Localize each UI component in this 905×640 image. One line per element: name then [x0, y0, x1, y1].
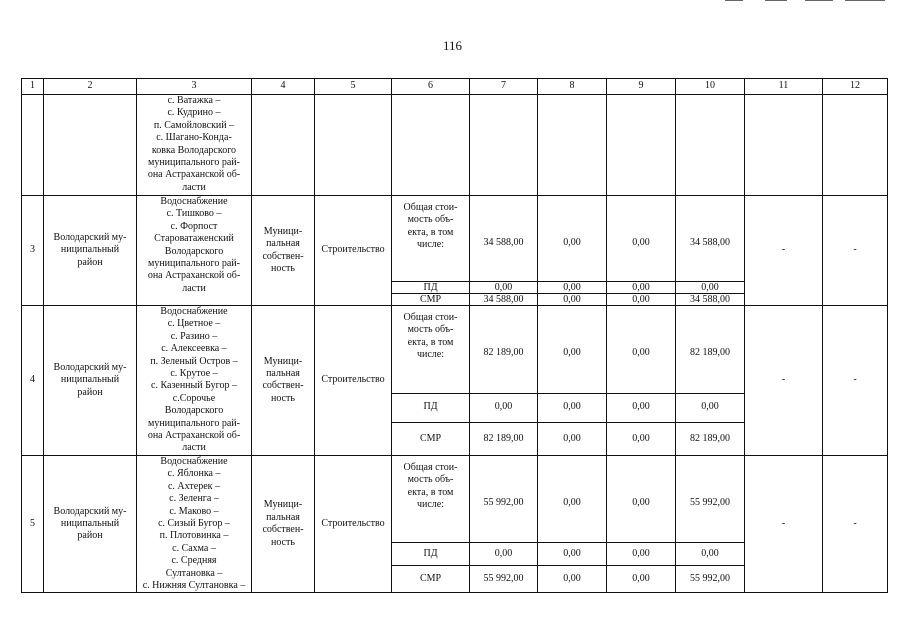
- smr-value: 0,00: [538, 422, 607, 455]
- text-line: числе:: [416, 349, 445, 361]
- col11-value: -: [745, 306, 823, 456]
- text-line: муниципального рай-: [148, 157, 240, 169]
- pd-label: ПД: [392, 393, 470, 422]
- pd-value: 0,00: [676, 543, 745, 565]
- total-value: 0,00: [607, 306, 676, 394]
- col11-value: -: [745, 455, 823, 592]
- text-line: Володарского: [164, 245, 224, 257]
- smr-value: 0,00: [607, 294, 676, 306]
- text-line: мость объ-: [407, 474, 454, 486]
- total-value: 34 588,00: [676, 196, 745, 282]
- text-line: Водоснабжение: [160, 455, 228, 467]
- text-line: п. Самойловский –: [153, 119, 235, 131]
- header-row: [22, 79, 888, 95]
- ownership: [252, 455, 315, 592]
- table-row: [22, 196, 888, 282]
- ownership: [252, 306, 315, 456]
- text-line: с. Тишково –: [166, 208, 222, 220]
- smr-value: 34 588,00: [676, 294, 745, 306]
- text-line: екта, в том: [407, 486, 454, 498]
- text-line: с. Зеленга –: [169, 493, 219, 505]
- header-cell: 10: [676, 79, 745, 95]
- header-cell: 2: [44, 79, 137, 95]
- text-line: екта, в том: [407, 336, 454, 348]
- table-cell: [538, 95, 607, 196]
- pd-label: ПД: [392, 282, 470, 294]
- text-line: ласти: [182, 282, 206, 294]
- work-type: Строительство: [315, 196, 392, 306]
- object-description: [137, 95, 252, 196]
- pd-value: 0,00: [676, 393, 745, 422]
- text-line: екта, в том: [407, 226, 454, 238]
- text-line: ность: [271, 536, 295, 548]
- text-line: Муници-: [263, 225, 303, 237]
- text-line: ниципальный: [60, 374, 120, 386]
- smr-label: СМР: [392, 422, 470, 455]
- smr-value: 0,00: [607, 565, 676, 593]
- table-cell: [44, 95, 137, 196]
- text-line: мость объ-: [407, 214, 454, 226]
- table-row: [22, 455, 888, 543]
- text-line: собствен-: [262, 250, 304, 262]
- text-line: ласти: [182, 181, 206, 193]
- text-line: с. Сизый Бугор –: [158, 517, 230, 529]
- row-number: 4: [22, 306, 44, 456]
- ownership: [252, 196, 315, 306]
- text-line: Муници-: [263, 499, 303, 511]
- table-cell: [470, 95, 538, 196]
- text-line: Володарский му-: [53, 361, 127, 373]
- header-cell: 3: [137, 79, 252, 95]
- pd-value: 0,00: [538, 543, 607, 565]
- text-line: пальная: [266, 368, 300, 380]
- page-number: 116: [442, 38, 463, 53]
- total-cost-label: [392, 306, 470, 394]
- total-value: 0,00: [607, 455, 676, 543]
- text-line: она Астраханской об-: [147, 430, 241, 442]
- col12-value: -: [823, 196, 888, 306]
- text-line: мость объ-: [407, 324, 454, 336]
- row-number: 5: [22, 455, 44, 592]
- continuation-row: [22, 95, 888, 196]
- header-cell: 9: [607, 79, 676, 95]
- text-line: с. Шагано-Конда-: [156, 132, 232, 144]
- total-value: 0,00: [538, 455, 607, 543]
- text-line: с. Казенный Бугор –: [151, 380, 237, 392]
- work-type: Строительство: [315, 455, 392, 592]
- text-line: с. Кудрино –: [167, 107, 221, 119]
- text-line: ниципальный: [60, 517, 120, 529]
- total-value: 55 992,00: [676, 455, 745, 543]
- work-type: Строительство: [315, 306, 392, 456]
- smr-value: 55 992,00: [676, 565, 745, 593]
- smr-label: СМР: [392, 565, 470, 593]
- header-cell: 6: [392, 79, 470, 95]
- pd-value: 0,00: [607, 282, 676, 294]
- text-line: Общая стои-: [403, 202, 458, 213]
- text-line: с. Ахтерек –: [167, 480, 221, 492]
- text-line: Водоснабжение: [160, 306, 228, 317]
- text-line: с. Цветное –: [167, 318, 221, 330]
- pd-value: 0,00: [607, 543, 676, 565]
- pd-label: ПД: [392, 543, 470, 565]
- header-cell: 1: [22, 79, 44, 95]
- text-line: Водоснабжение: [160, 196, 228, 207]
- text-line: с. Алексеевка –: [161, 343, 227, 355]
- text-line: Староватаженский: [154, 233, 234, 245]
- total-value: 55 992,00: [470, 455, 538, 543]
- text-line: с. Маково –: [169, 505, 219, 517]
- text-line: Общая стои-: [403, 312, 458, 323]
- text-line: Володарский му-: [53, 231, 127, 243]
- smr-value: 0,00: [538, 294, 607, 306]
- row-number: 3: [22, 196, 44, 306]
- text-line: район: [77, 256, 103, 268]
- text-line: ковка Володарского: [151, 144, 237, 156]
- total-value: 0,00: [538, 196, 607, 282]
- table-cell: [823, 95, 888, 196]
- col11-value: -: [745, 196, 823, 306]
- header-cell: 12: [823, 79, 888, 95]
- text-line: Володарский му-: [53, 505, 127, 517]
- corner-marks: [725, 0, 885, 3]
- smr-value: 0,00: [607, 422, 676, 455]
- total-value: 82 189,00: [470, 306, 538, 394]
- text-line: пальная: [266, 511, 300, 523]
- table-cell: [315, 95, 392, 196]
- total-value: 34 588,00: [470, 196, 538, 282]
- text-line: она Астраханской об-: [147, 270, 241, 282]
- table-cell: [676, 95, 745, 196]
- text-line: с. Крутое –: [170, 368, 218, 380]
- text-line: Султановка –: [165, 567, 223, 579]
- text-line: Общая стои-: [403, 461, 458, 473]
- text-line: п. Зеленый Остров –: [150, 355, 238, 367]
- header-cell: 8: [538, 79, 607, 95]
- pd-value: 0,00: [470, 543, 538, 565]
- header-cell: 5: [315, 79, 392, 95]
- municipality: [44, 196, 137, 306]
- text-line: с.Сорочье: [172, 392, 216, 404]
- municipality: [44, 455, 137, 592]
- text-line: район: [77, 530, 103, 542]
- text-line: она Астраханской об-: [147, 169, 241, 181]
- smr-value: 55 992,00: [470, 565, 538, 593]
- text-line: собствен-: [262, 380, 304, 392]
- text-line: муниципального рай-: [148, 417, 240, 429]
- table-cell: [252, 95, 315, 196]
- table-row: [22, 306, 888, 394]
- header-cell: 7: [470, 79, 538, 95]
- header-cell: 4: [252, 79, 315, 95]
- total-value: 0,00: [538, 306, 607, 394]
- col12-value: -: [823, 306, 888, 456]
- text-line: ласти: [182, 442, 206, 454]
- text-line: муниципального рай-: [148, 258, 240, 270]
- pd-value: 0,00: [470, 393, 538, 422]
- text-line: числе:: [416, 499, 445, 511]
- text-line: Володарского: [164, 405, 224, 417]
- text-line: район: [77, 386, 103, 398]
- total-cost-label: [392, 196, 470, 282]
- text-line: собствен-: [262, 524, 304, 536]
- smr-value: 82 189,00: [470, 422, 538, 455]
- text-line: ниципальный: [60, 244, 120, 256]
- pd-value: 0,00: [538, 393, 607, 422]
- total-value: 82 189,00: [676, 306, 745, 394]
- object-description: [137, 455, 252, 592]
- text-line: Муници-: [263, 355, 303, 367]
- pd-value: 0,00: [607, 393, 676, 422]
- text-line: с. Разино –: [170, 330, 218, 342]
- table-cell: [22, 95, 44, 196]
- municipality: [44, 306, 137, 456]
- smr-value: 0,00: [538, 565, 607, 593]
- header-cell: 11: [745, 79, 823, 95]
- data-table: [21, 78, 888, 593]
- object-description: [137, 196, 252, 306]
- smr-value: 82 189,00: [676, 422, 745, 455]
- text-line: с. Яблонка –: [167, 468, 221, 480]
- text-line: с. Нижняя Султановка –: [142, 579, 246, 591]
- col12-value: -: [823, 455, 888, 592]
- pd-value: 0,00: [470, 282, 538, 294]
- smr-value: 34 588,00: [470, 294, 538, 306]
- pd-value: 0,00: [538, 282, 607, 294]
- text-line: п. Плотовинка –: [159, 530, 229, 542]
- text-line: числе:: [416, 239, 445, 251]
- text-line: ность: [271, 262, 295, 274]
- text-line: с. Форпост: [170, 220, 218, 232]
- text-line: с. Сахма –: [172, 542, 216, 554]
- text-line: ность: [271, 392, 295, 404]
- smr-label: СМР: [392, 294, 470, 306]
- text-line: с. Ватажка –: [167, 95, 221, 106]
- total-cost-label: [392, 455, 470, 543]
- object-description: [137, 306, 252, 456]
- pd-value: 0,00: [676, 282, 745, 294]
- table-cell: [745, 95, 823, 196]
- table-cell: [607, 95, 676, 196]
- table-cell: [392, 95, 470, 196]
- text-line: с. Средняя: [171, 555, 217, 567]
- total-value: 0,00: [607, 196, 676, 282]
- text-line: пальная: [266, 238, 300, 250]
